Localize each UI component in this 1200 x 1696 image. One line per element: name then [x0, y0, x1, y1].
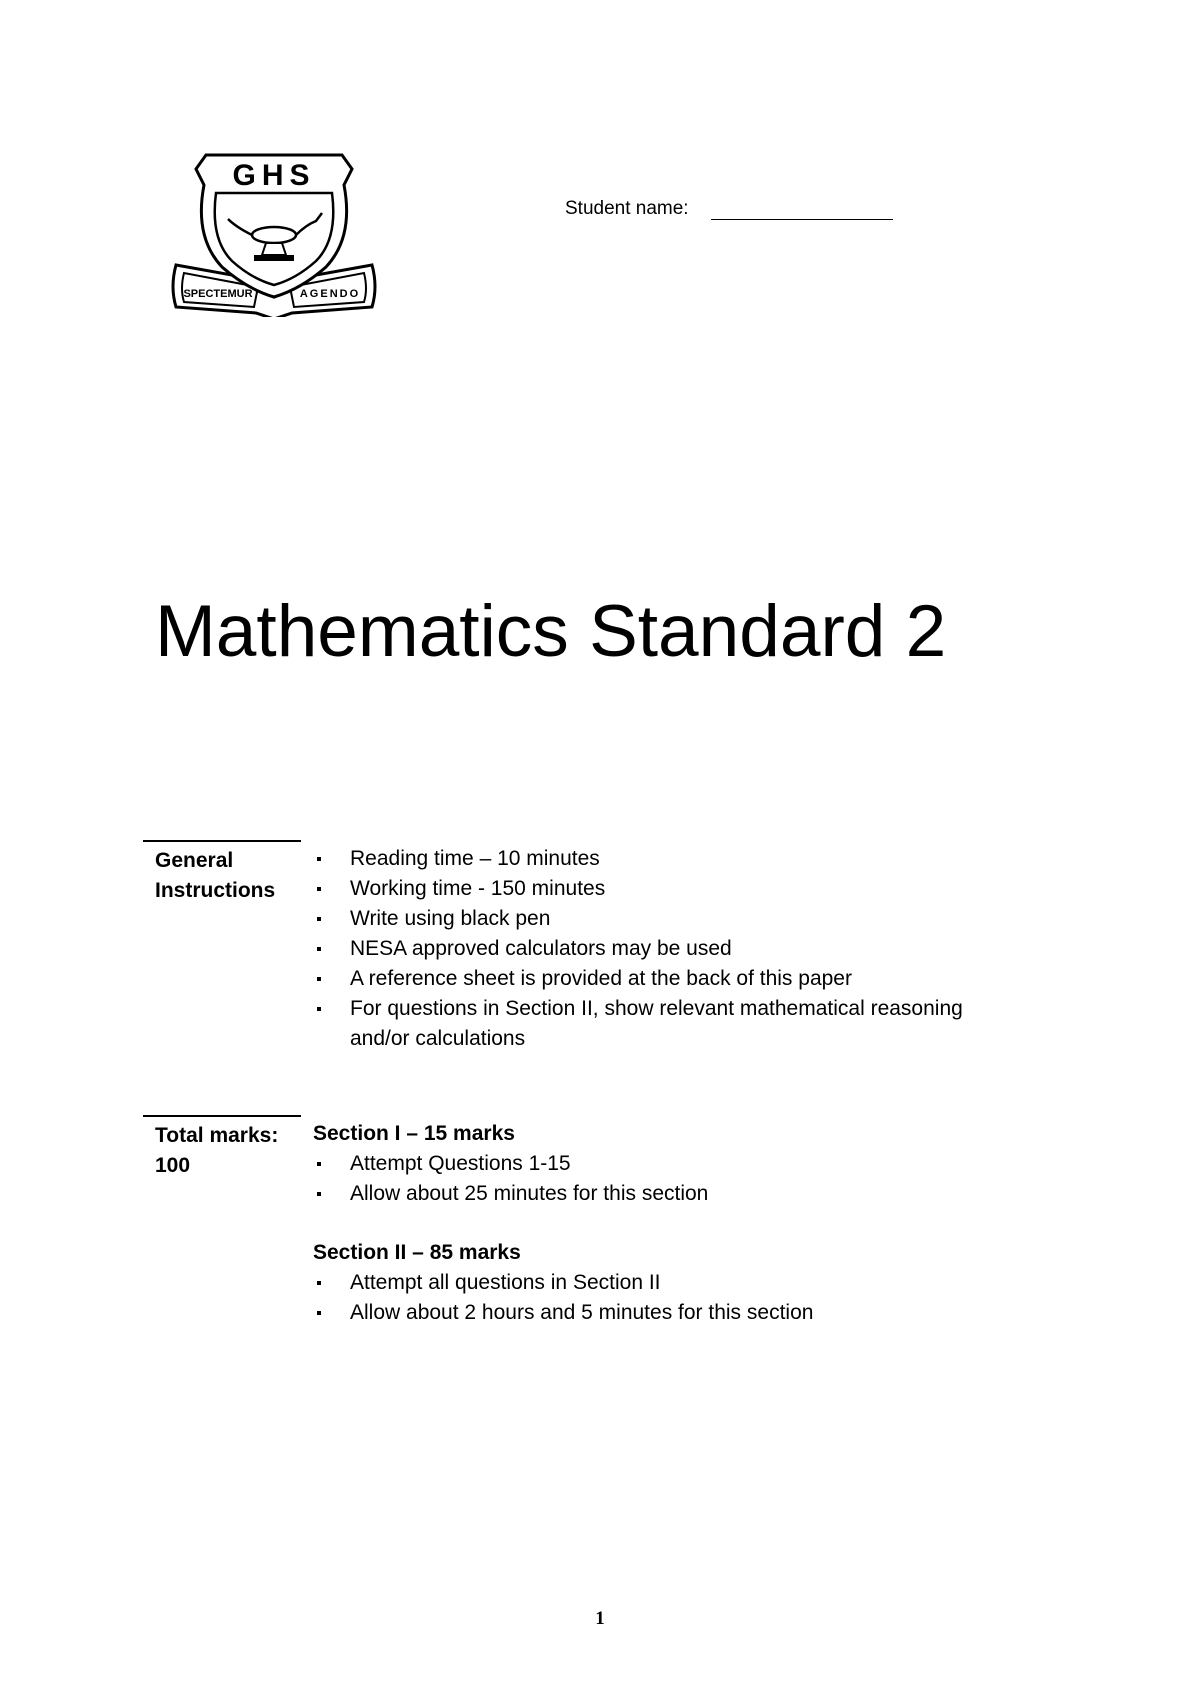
list-item: Allow about 25 minutes for this section — [313, 1179, 1023, 1209]
section-1-heading: Section I – 15 marks — [313, 1122, 515, 1145]
student-name-field — [565, 197, 893, 220]
section-2-list — [313, 1268, 1023, 1328]
crest-motto-right: AGENDO — [299, 288, 361, 300]
section-1-list — [313, 1149, 1023, 1209]
general-instructions-label: General Instructions — [143, 840, 301, 1054]
student-name-label: Student name: — [565, 198, 689, 219]
instructions-list — [313, 844, 1023, 1054]
total-marks-block — [143, 1115, 1023, 1328]
list-item: NESA approved calculators may be used — [313, 934, 1023, 964]
list-item: Write using black pen — [313, 904, 1023, 934]
list-item: Attempt Questions 1-15 — [313, 1149, 1023, 1179]
page-number: 1 — [595, 1608, 605, 1629]
total-marks-content — [301, 1115, 1023, 1328]
general-instructions-content — [301, 840, 1023, 1054]
list-item: Working time - 150 minutes — [313, 874, 1023, 904]
list-item: A reference sheet is provided at the back of this paper — [313, 964, 1023, 994]
general-instructions-block — [143, 840, 1023, 1054]
exam-title: Mathematics Standard 2 — [155, 591, 947, 672]
total-marks-label: Total marks: 100 — [143, 1115, 301, 1328]
crest-motto-left: SPECTEMUR — [183, 288, 253, 300]
crest-letters: GHS — [232, 159, 316, 192]
list-item: Reading time – 10 minutes — [313, 844, 1023, 874]
list-item: Attempt all questions in Section II — [313, 1268, 1023, 1298]
list-item: Allow about 2 hours and 5 minutes for this section — [313, 1298, 1023, 1328]
school-crest-logo — [166, 147, 382, 317]
list-item: For questions in Section II, show relevant mathematical reasoning and/or calculations — [313, 994, 1023, 1054]
student-name-line — [711, 197, 893, 220]
section-2-heading: Section II – 85 marks — [313, 1241, 521, 1264]
